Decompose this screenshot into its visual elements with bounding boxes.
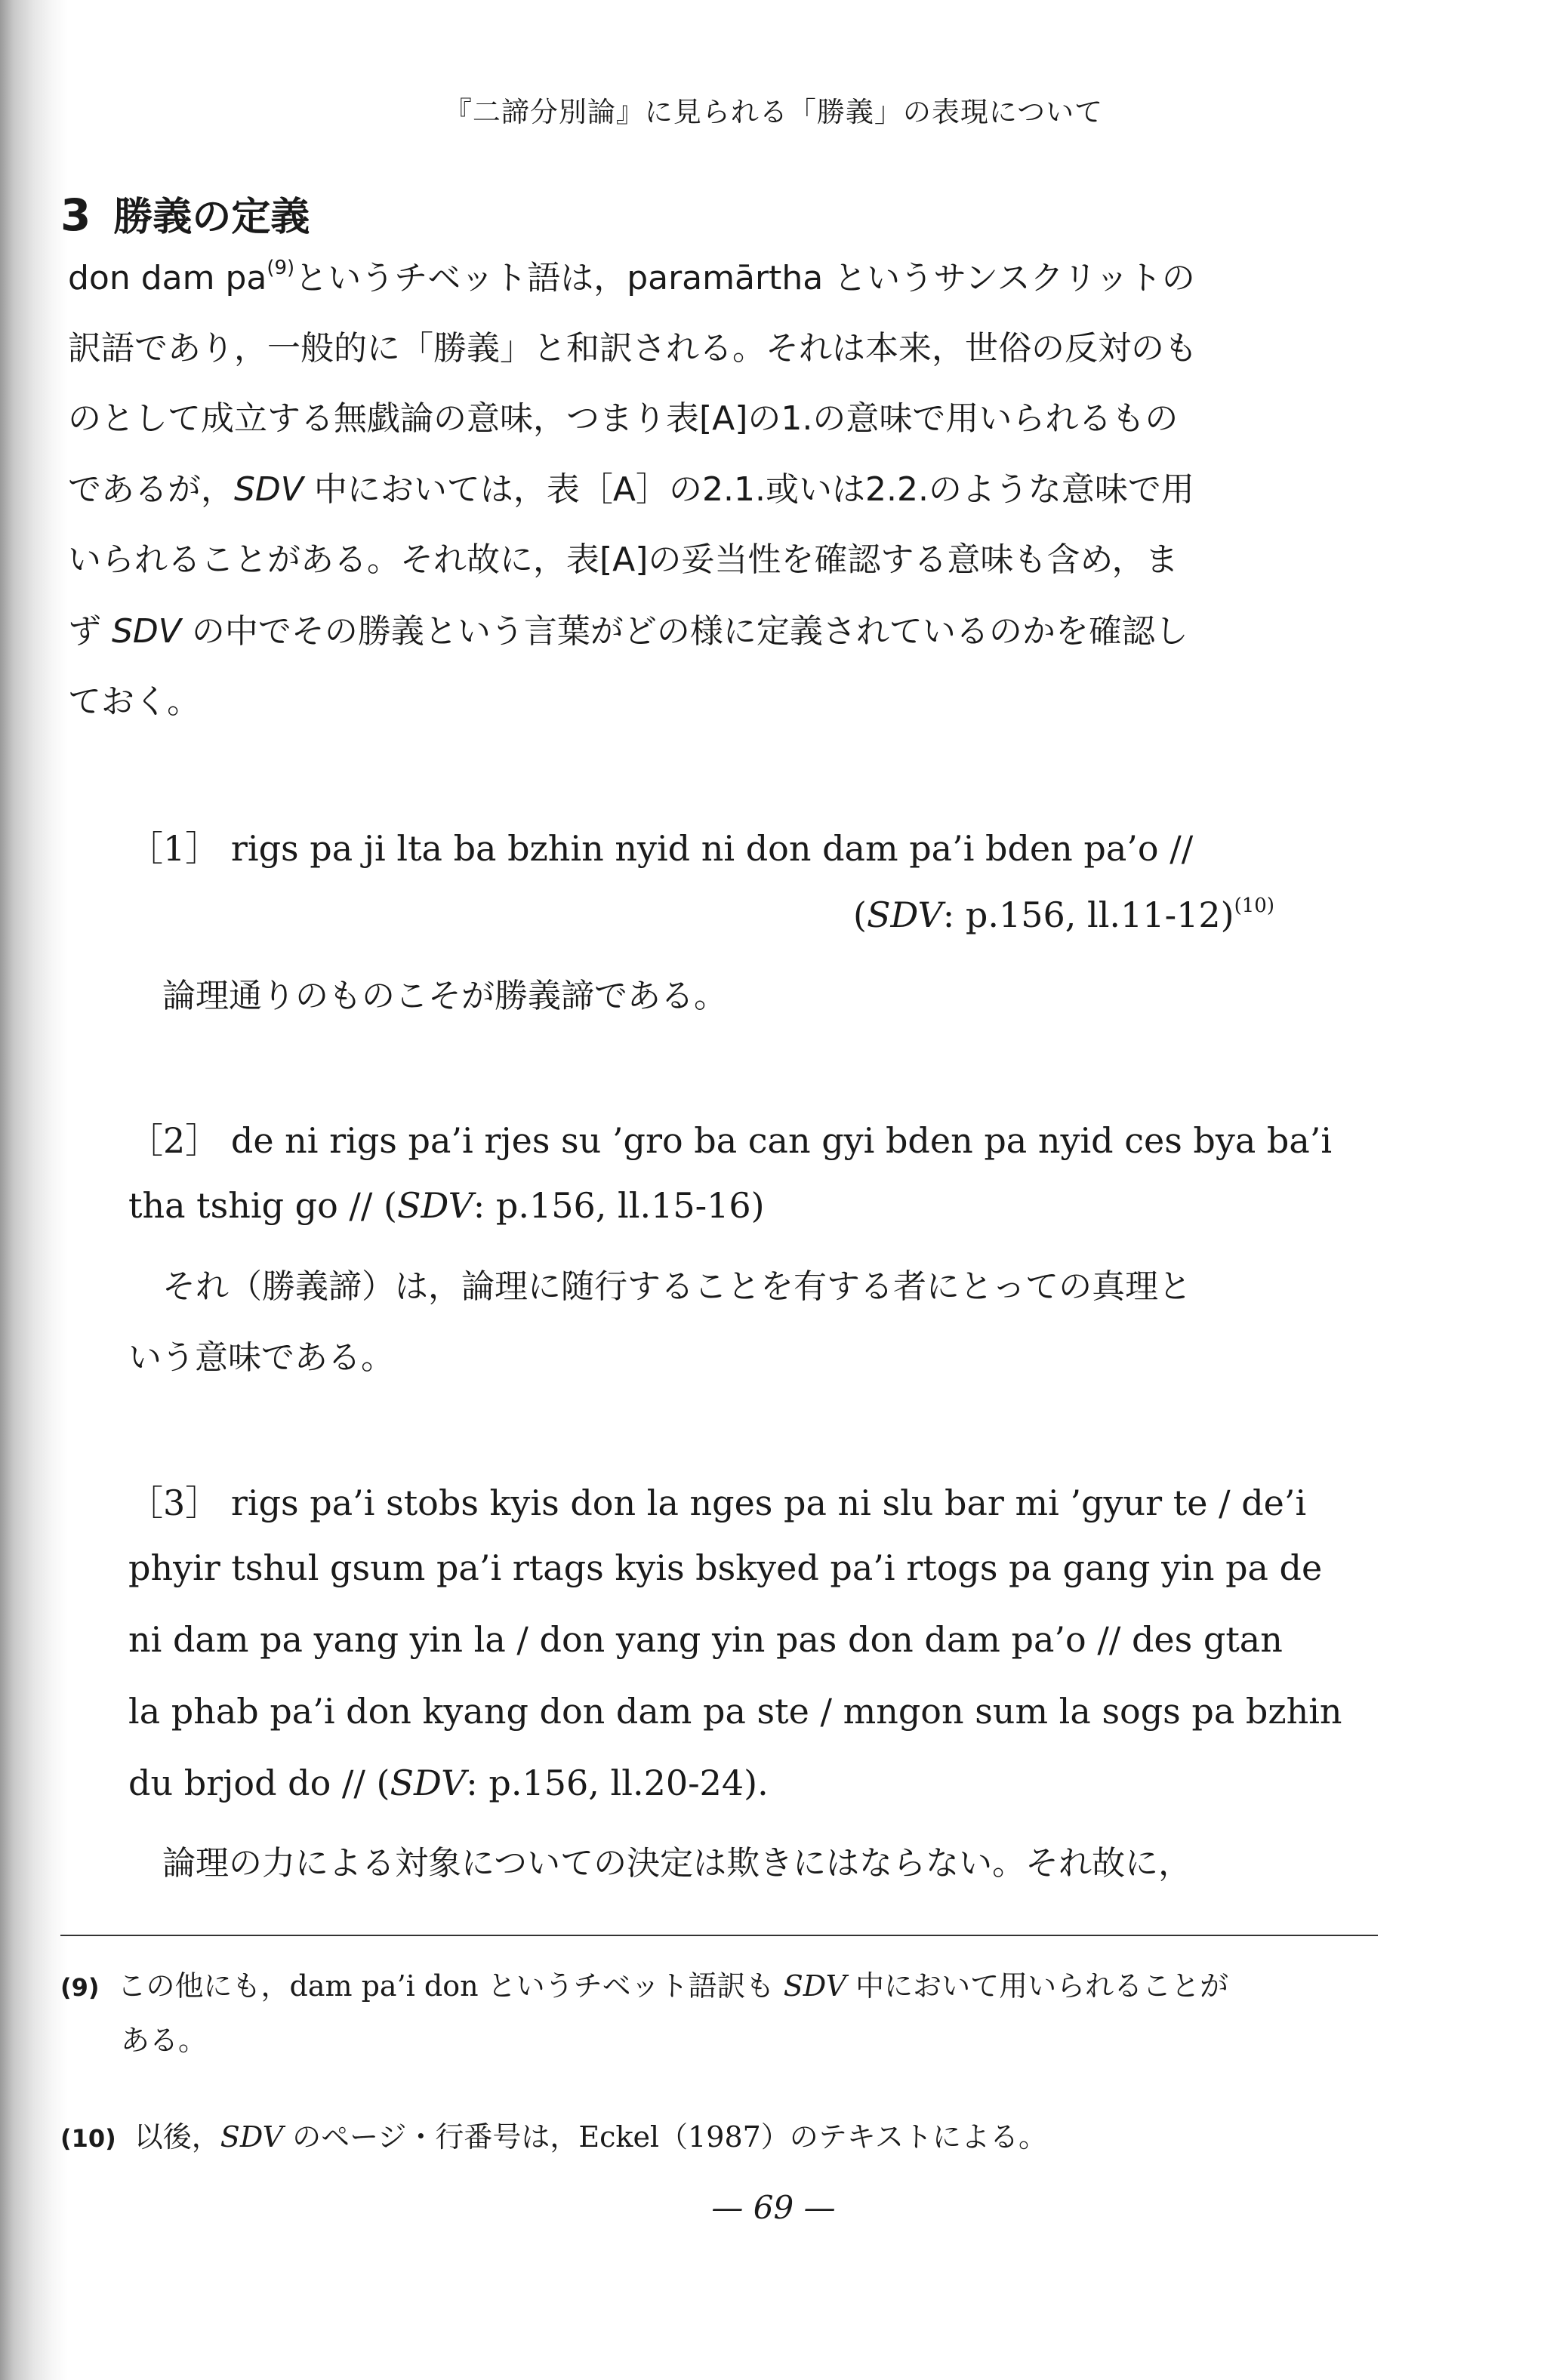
quote-3-tibetan-3: ni dam pa yang yin la / don yang yin pas don dam pa’o // des gtan <box>128 1619 1283 1660</box>
sdv-abbrev: SDV <box>866 894 943 935</box>
intro-line-5: いられることがある。それ故に，表[A]の妥当性を確認する意味も含め，ま <box>68 540 1179 579</box>
quote-3-tibetan-4: la phab pa’i don kyang don dam pa ste / mngon sum la sogs pa bzhin <box>128 1691 1342 1732</box>
footnote-ref-9: (9) <box>267 257 295 279</box>
citation-text: : p.156, ll.11-12) <box>942 894 1234 935</box>
quote-3-tibetan-2: phyir tshul gsum pa’i rtags kyis bskyed pa’i rtogs pa gang yin pa de <box>128 1547 1323 1588</box>
footnote-rule <box>60 1935 1378 1936</box>
quote-3-tibetan-5 <box>128 1763 769 1803</box>
quote-text: tha tshig go // ( <box>128 1185 397 1226</box>
sdv-abbrev: SDV <box>112 612 181 651</box>
section-heading <box>60 185 310 242</box>
section-number: 3 <box>60 189 91 241</box>
running-head: 『二諦分別論』に見られる「勝義」の表現について <box>443 96 1104 128</box>
quote-2-translation-1: それ（勝義諦）は，論理に随行することを有する者にとっての真理と <box>162 1267 1192 1306</box>
scan-edge <box>0 0 68 2380</box>
intro-text: であるが， <box>68 470 234 509</box>
footnote-mark: (10) <box>60 2124 116 2153</box>
intro-text: の中でその勝義という言葉がどの様に定義されているのかを確認し <box>180 612 1188 651</box>
intro-line-3: のとして成立する無戯論の意味，つまり表[A]の1.の意味で用いられるもの <box>68 399 1179 438</box>
sdv-abbrev: SDV <box>220 2120 284 2154</box>
footnote-text: のページ・行番号は，Eckel（1987）のテキストによる。 <box>283 2120 1048 2154</box>
quote-1-citation <box>853 894 1274 935</box>
intro-text: ず <box>68 612 112 651</box>
section-title: 勝義の定義 <box>113 195 310 240</box>
intro-line-4 <box>68 462 1194 510</box>
quote-3-tibetan-1: ［3］ rigs pa’i stobs kyis don la nges pa ni slu bar mi ’gyur te / de’i <box>128 1482 1307 1523</box>
intro-term: don dam pa <box>68 259 267 297</box>
intro-line-2: 訳語であり，一般的に「勝義」と和訳される。それは本来，世俗の反対のも <box>68 329 1197 368</box>
quote-1-tibetan: ［1］ rigs pa ji lta ba bzhin nyid ni don dam pa’i bden pa’o // <box>128 828 1194 869</box>
sdv-abbrev: SDV <box>783 1969 847 2003</box>
quote-2-tibetan-2 <box>128 1185 765 1226</box>
citation-text: : p.156, ll.20-24). <box>466 1763 769 1803</box>
footnote-9-line-2: ある。 <box>121 2024 208 2057</box>
footnote-10 <box>60 2114 1047 2155</box>
intro-text: 中においては，表［A］の2.1.或いは2.2.のような意味で用 <box>303 470 1194 509</box>
citation-text: ( <box>853 894 867 935</box>
footnote-text: この他にも，dam pa’i don というチベット語訳も <box>117 1969 784 2003</box>
quote-text: du brjod do // ( <box>128 1763 390 1803</box>
page-number: — 69 — <box>711 2189 836 2226</box>
footnote-text: 以後， <box>134 2120 220 2154</box>
footnote-ref-10: (10) <box>1234 894 1274 917</box>
sdv-abbrev: SDV <box>234 470 304 509</box>
footnote-9-line-1 <box>60 1963 1228 2004</box>
quote-3-translation: 論理の力による対象についての決定は欺きにはならない。それ故に， <box>162 1844 1192 1883</box>
sdv-abbrev: SDV <box>396 1185 473 1226</box>
sdv-abbrev: SDV <box>390 1763 467 1803</box>
intro-line-6 <box>68 604 1188 652</box>
footnote-text: 中において用いられることが <box>846 1969 1229 2003</box>
quote-1-translation: 論理通りのものこそが勝義諦である。 <box>162 977 727 1015</box>
citation-text: : p.156, ll.15-16) <box>473 1185 765 1226</box>
intro-text: というチベット語は，paramārtha というサンスクリットの <box>294 259 1195 297</box>
intro-line-7: ておく。 <box>68 682 201 721</box>
quote-2-tibetan-1: ［2］ de ni rigs pa’i rjes su ’gro ba can gyi bden pa nyid ces bya ba’i <box>128 1120 1333 1161</box>
quote-2-translation-2: いう意味である。 <box>128 1338 394 1377</box>
footnote-mark: (9) <box>60 1973 100 2002</box>
intro-line-1 <box>68 251 1376 299</box>
